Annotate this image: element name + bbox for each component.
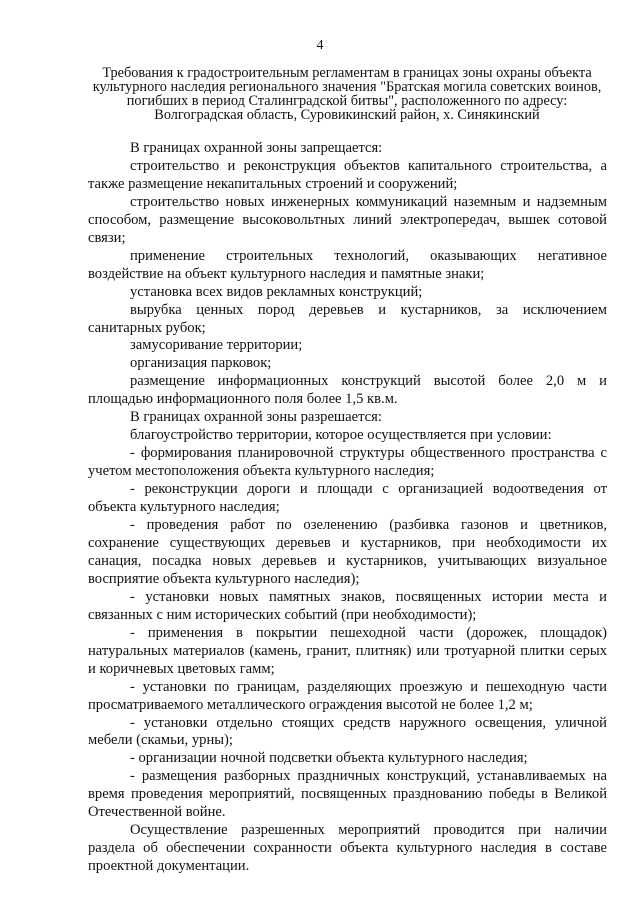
paragraph: организация парковок; <box>130 355 272 372</box>
paragraph: - применения в покрытии пешеходной части (дорожек, площадок) натуральных материалов (камень, гранит, плитняк) или тротуарной плитки серых и коричневых цветовых гамм; <box>88 624 607 677</box>
paragraph: - установки отдельно стоящих средств наружного освещения, уличной мебели (скамьи, урны); <box>88 714 607 749</box>
paragraph: применение строительных технологий, оказывающих негативное воздействие на объект культурного наследия и памятные знаки; <box>88 247 607 282</box>
paragraph: - установки по границам, разделяющих проезжую и пешеходную части просматриваемого металлического ограждения высотой не более 1,2 м; <box>88 678 607 713</box>
paragraph: В границах охранной зоны разрешается: <box>130 409 382 426</box>
paragraph: В границах охранной зоны запрещается: <box>130 140 383 156</box>
paragraph: - реконструкции дороги и площади с организацией водоотведения от объекта культурного наследия; <box>88 481 607 516</box>
paragraph: размещение информационных конструкций высотой более 2,0 м и площадью информационного поля более 1,5 кв.м. <box>88 373 607 408</box>
paragraph: - размещения разборных праздничных конструкций, устанавливаемых на время проведения мероприятий, посвященных празднованию победы в Великой Отечественной войне. <box>88 768 607 821</box>
paragraph: - организации ночной подсветки объекта культурного наследия; <box>130 750 528 767</box>
document-body <box>88 140 607 876</box>
paragraph: Осуществление разрешенных мероприятий проводится при наличии раздела об обеспечении сохранности объекта культурного наследия в составе проектной документации. <box>88 822 607 875</box>
paragraph: строительство новых инженерных коммуникаций наземным и надземным способом, размещение высоковольтных линий электропередач, вышек сотовой связи; <box>88 193 607 246</box>
paragraph: замусоривание территории; <box>130 337 303 354</box>
paragraph: - проведения работ по озеленению (разбивка газонов и цветников, сохранение существующих деревьев и кустарников, при необходимости их санация, посадка новых деревьев и кустарников, учитывающих визуальное восприятие объекта культурного наследия); <box>88 517 607 587</box>
document-title: Требования к градостроительным регламентам в границах зоны охраны объекта культурного наследия регионального значения "Братская могила советских воинов, погибших в период Сталинградской битвы", расположенного по адресу: Волгоградская область, Суровикинский район, х. Синякинский <box>92 65 602 123</box>
page-number: 4 <box>316 38 324 53</box>
paragraph: строительство и реконструкция объектов капитального строительства, а также размещение некапитальных строений и сооружений; <box>88 157 607 192</box>
paragraph: благоустройство территории, которое осуществляется при условии: <box>130 427 552 444</box>
paragraph: - установки новых памятных знаков, посвященных истории места и связанных с ним исторических событий (при необходимости); <box>88 588 607 623</box>
paragraph: установка всех видов рекламных конструкций; <box>130 283 423 300</box>
paragraph: вырубка ценных пород деревьев и кустарников, за исключением санитарных рубок; <box>88 301 607 336</box>
paragraph: - формирования планировочной структуры общественного пространства с учетом местоположения объекта культурного наследия; <box>88 445 607 480</box>
